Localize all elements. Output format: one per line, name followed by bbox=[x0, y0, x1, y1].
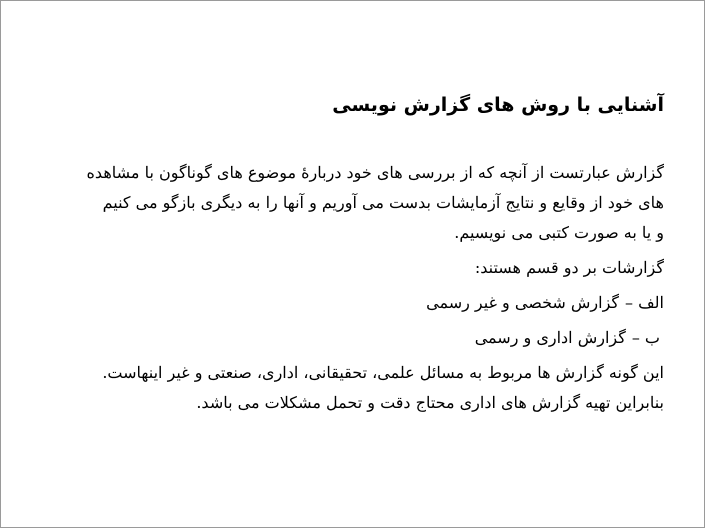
types-heading: گزارشات بر دو قسم هستند: bbox=[474, 257, 664, 277]
intro-line: های خود از وقایع و نتایج آزمایشات بدست می آوریم و آنها را به دیگری بازگو می کنیم bbox=[102, 192, 664, 212]
slide-title: آشنایی با روش های گزارش نویسی bbox=[332, 94, 664, 116]
slide-content bbox=[41, 93, 664, 418]
closing-paragraph bbox=[41, 358, 664, 418]
list-item bbox=[41, 288, 664, 318]
closing-line: این گونه گزارش ها مربوط به مسائل علمی، تحقیقانی، اداری، صنعتی و غیر اینهاست. bbox=[102, 362, 664, 382]
list-item-text: گزارش شخصی و غیر رسمی bbox=[426, 292, 620, 312]
intro-line: گزارش عبارتست از آنچه که از بررسی های خود دربارۀ موضوع های گوناگون با مشاهده bbox=[86, 162, 664, 182]
list-item-text: گزارش اداری و رسمی bbox=[474, 327, 626, 347]
intro-paragraph bbox=[41, 158, 664, 248]
list-item-marker: الف – bbox=[625, 292, 664, 312]
intro-line: و یا به صورت کتبی می نویسیم. bbox=[454, 222, 664, 242]
list-item bbox=[41, 323, 664, 353]
closing-line: بنابراین تهیه گزارش های اداری محتاج دقت و تحمل مشکلات می باشد. bbox=[196, 392, 664, 412]
list-item-marker: ب – bbox=[631, 327, 660, 347]
